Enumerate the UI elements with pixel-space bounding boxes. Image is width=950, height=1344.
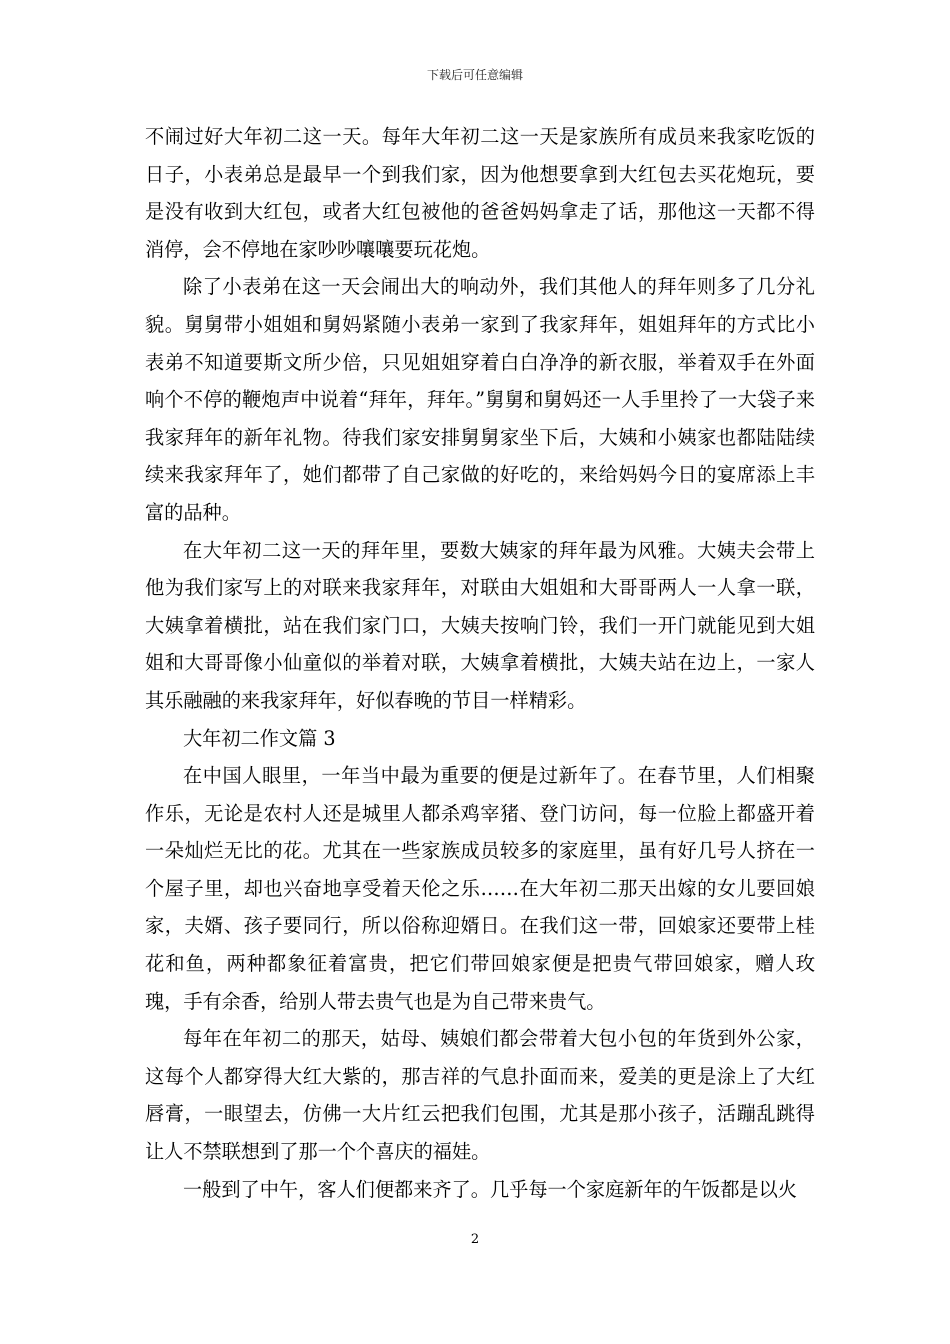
paragraph: 每年在年初二的那天，姑母、姨娘们都会带着大包小包的年货到外公家，这每个人都穿得大红大紫的，那吉祥的气息扑面而来，爱美的更是涂上了大红唇膏，一眼望去，仿佛一大片红云把我们包围，尤其是那小孩子，活蹦乱跳得让人不禁联想到了那一个个喜庆的福娃。 [145, 1027, 815, 1164]
body-text [145, 118, 815, 1208]
page-number: 2 [470, 1232, 480, 1247]
paragraph: 不闹过好大年初二这一天。每年大年初二这一天是家族所有成员来我家吃饭的日子，小表弟总是最早一个到我们家，因为他想要拿到大红包去买花炮玩，要是没有收到大红包，或者大红包被他的爸爸妈妈拿走了话，那他这一天都不得消停，会不停地在家吵吵嚷嚷要玩花炮。 [145, 125, 815, 261]
paragraph: 除了小表弟在这一天会闹出大的响动外，我们其他人的拜年则多了几分礼貌。舅舅带小姐姐和舅妈紧随小表弟一家到了我家拜年，姐姐拜年的方式比小表弟不知道要斯文所少倍，只见姐姐穿着白白净净的新衣服，举着双手在外面响个不停的鞭炮声中说着“拜年，拜年。”舅舅和舅妈还一人手里拎了一大袋子来我家拜年的新年礼物。待我们家安排舅舅家坐下后，大姨和小姨家也都陆陆续续来我家拜年了，她们都带了自己家做的好吃的，来给妈妈今日的宴席添上丰富的品种。 [145, 275, 815, 524]
paragraph: 在大年初二这一天的拜年里，要数大姨家的拜年最为风雅。大姨夫会带上他为我们家写上的对联来我家拜年，对联由大姐姐和大哥哥两人一人拿一联，大姨拿着横批，站在我们家门口，大姨夫按响门铃，我们一开门就能见到大姐姐和大哥哥像小仙童似的举着对联，大姨拿着横批，大姨夫站在边上，一家人其乐融融的来我家拜年，好似春晚的节目一样精彩。 [145, 538, 815, 712]
section-heading: 大年初二作文篇 3 [183, 726, 336, 750]
page-header: 下载后可任意编辑 [426, 68, 523, 82]
paragraph: 一般到了中午，客人们便都来齐了。几乎每一个家庭新年的午饭都是以火 [183, 1177, 797, 1201]
paragraph: 在中国人眼里，一年当中最为重要的便是过新年了。在春节里，人们相聚作乐，无论是农村人还是城里人都杀鸡宰猪、登门访问，每一位脸上都盛开着一朵灿烂无比的花。尤其在一些家族成员较多的家庭里，虽有好几号人挤在一个屋子里，却也兴奋地享受着天伦之乐……在大年初二那天出嫁的女儿要回娘家，夫婿、孩子要同行，所以俗称迎婿日。在我们这一带，回娘家还要带上桂花和鱼，两种都象征着富贵，把它们带回娘家便是把贵气带回娘家，赠人玫瑰，手有余香，给别人带去贵气也是为自己带来贵气。 [145, 764, 815, 1013]
